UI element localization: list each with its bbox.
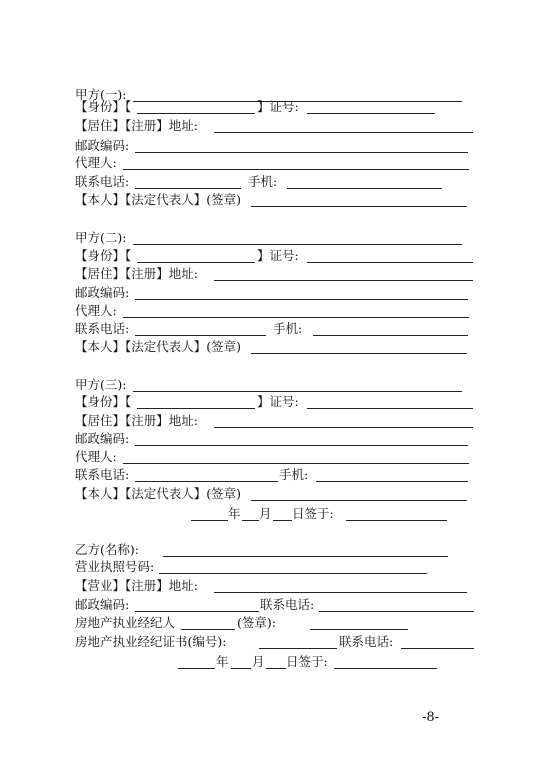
party-b-place-label: 日签于:	[286, 654, 328, 669]
party-a2-address-line	[214, 280, 473, 281]
party-a3-mobile-line	[316, 481, 468, 482]
party-a3-date-row	[0, 505, 550, 525]
party-b-cert-phone-label: 联系电话:	[339, 634, 394, 649]
party-a2-title: 甲方(二):	[75, 230, 127, 245]
party-a2-postcode-line	[135, 299, 468, 300]
party-a1-address-line	[214, 132, 473, 133]
party-a3-day-line	[273, 520, 292, 521]
party-a3-address-row	[0, 412, 550, 432]
party-b-postcode-label: 邮政编码:	[75, 597, 130, 612]
party-a3-id-type: 【身份】【	[75, 394, 132, 409]
party-a2-mobile-line	[313, 335, 468, 336]
party-a2-id-row	[0, 247, 550, 267]
party-b-broker-row	[0, 614, 550, 634]
party-a3-year-line	[191, 520, 228, 521]
party-a2-sign-label: 【本人】【法定代表人】(签章)	[75, 339, 242, 354]
party-b-broker-label: 房地产执业经纪人	[75, 615, 176, 630]
party-a3-postcode-label: 邮政编码:	[75, 431, 130, 446]
party-a3-place-line	[346, 520, 447, 521]
party-b-name-line	[163, 556, 448, 557]
party-b-year-line	[178, 668, 215, 669]
party-a3-month-line	[242, 520, 259, 521]
party-a3-id-number-line	[307, 408, 473, 409]
party-b-cert-label: 房地产执业经纪证书(编号):	[75, 634, 227, 649]
party-a2-address-label: 【居住】【注册】地址:	[75, 266, 198, 281]
party-a3-year-label: 年	[228, 506, 241, 521]
party-a1-mobile-line	[287, 188, 442, 189]
party-a3-id-row	[0, 393, 550, 413]
party-b-license-label: 营业执照号码:	[75, 559, 155, 574]
party-a1-agent-row	[0, 154, 550, 174]
party-a1-title: 甲方(一):	[75, 87, 127, 102]
party-a1-id-row	[0, 98, 550, 118]
party-b-date-row	[0, 653, 550, 673]
party-a3-id-type-line	[137, 408, 255, 409]
party-a2-name-line	[133, 244, 462, 245]
party-a1-address-label: 【居住】【注册】地址:	[75, 118, 198, 133]
party-a3-postcode-row	[0, 430, 550, 450]
party-b-broker-sign-line	[310, 629, 408, 630]
party-b-address-row	[0, 577, 550, 597]
party-a3-address-line	[214, 427, 473, 428]
party-b-license-row	[0, 558, 550, 578]
party-b-postcode-line	[135, 611, 259, 612]
party-a2-postcode-label: 邮政编码:	[75, 285, 130, 300]
party-b-cert-line	[259, 648, 337, 649]
party-a2-postcode-row	[0, 284, 550, 304]
party-a2-phone-label: 联系电话:	[75, 321, 130, 336]
party-a3-address-label: 【居住】【注册】地址:	[75, 413, 198, 428]
party-a1-id-type: 【身份】【	[75, 99, 132, 114]
party-a1-id-type-line	[137, 113, 255, 114]
party-a2-agent-row	[0, 302, 550, 322]
party-a1-id-number-label: 】证号:	[257, 99, 299, 114]
party-a3-sign-label: 【本人】【法定代表人】(签章)	[75, 486, 242, 501]
party-b-phone-label: 联系电话:	[260, 597, 315, 612]
party-b-place-line	[334, 668, 437, 669]
party-a2-id-type-line	[137, 262, 255, 263]
party-a1-phone-row	[0, 173, 550, 193]
party-a2-mobile-label: 手机:	[273, 321, 303, 336]
party-a2-id-type: 【身份】【	[75, 248, 132, 263]
party-b-month-label: 月	[252, 654, 265, 669]
party-a1-sign-line	[251, 206, 467, 207]
party-a3-title: 甲方(三):	[75, 377, 127, 392]
party-a1-address-row	[0, 117, 550, 137]
party-a2-sign-line	[251, 353, 467, 354]
party-a2-id-number-label: 】证号:	[257, 248, 299, 263]
party-a3-postcode-line	[135, 445, 468, 446]
party-a2-phone-line	[135, 335, 266, 336]
party-a1-sign-label: 【本人】【法定代表人】(签章)	[75, 192, 242, 207]
party-a3-place-label: 日签于:	[292, 506, 334, 521]
party-a2-agent-label: 代理人:	[75, 303, 117, 318]
party-a1-phone-line	[135, 188, 241, 189]
party-b-broker-line	[181, 629, 235, 630]
party-b-cert-phone-line	[401, 648, 474, 649]
party-a3-month-label: 月	[259, 506, 272, 521]
party-a3-phone-row	[0, 466, 550, 486]
party-b-month-line	[231, 668, 251, 669]
party-a3-phone-label: 联系电话:	[75, 467, 130, 482]
party-a3-sign-line	[251, 500, 467, 501]
party-a3-agent-label: 代理人:	[75, 449, 117, 464]
party-a1-postcode-label: 邮政编码:	[75, 138, 130, 153]
party-a2-agent-line	[123, 317, 469, 318]
party-b-title: 乙方(名称):	[75, 542, 139, 557]
party-a1-agent-line	[123, 169, 469, 170]
party-b-license-line	[159, 573, 427, 574]
party-a1-postcode-line	[135, 152, 468, 153]
party-a3-phone-line	[135, 481, 278, 482]
party-b-broker-sign-label: (签章):	[237, 615, 276, 630]
party-a2-title-row	[0, 229, 550, 249]
party-a1-id-number-line	[307, 113, 435, 114]
party-a1-phone-label: 联系电话:	[75, 174, 130, 189]
party-b-year-label: 年	[216, 654, 229, 669]
party-a1-mobile-label: 手机:	[248, 174, 278, 189]
party-a3-name-line	[133, 391, 462, 392]
party-a2-id-number-line	[307, 262, 473, 263]
party-a3-mobile-label: 手机:	[279, 467, 309, 482]
party-a3-sign-row	[0, 485, 550, 505]
party-a1-agent-label: 代理人:	[75, 155, 117, 170]
party-b-phone-line	[319, 611, 474, 612]
party-a2-sign-row	[0, 338, 550, 358]
party-b-address-label: 【营业】【注册】地址:	[75, 578, 198, 593]
party-a2-phone-row	[0, 320, 550, 340]
party-a3-agent-row	[0, 448, 550, 468]
party-b-cert-row	[0, 633, 550, 653]
party-a3-id-number-label: 】证号:	[257, 394, 299, 409]
party-a2-address-row	[0, 265, 550, 285]
page-number: -8-	[422, 710, 440, 725]
party-b-address-line	[214, 592, 467, 593]
party-b-day-line	[266, 668, 286, 669]
party-a3-agent-line	[123, 463, 469, 464]
party-b-postcode-row	[0, 596, 550, 616]
party-a1-sign-row	[0, 191, 550, 211]
